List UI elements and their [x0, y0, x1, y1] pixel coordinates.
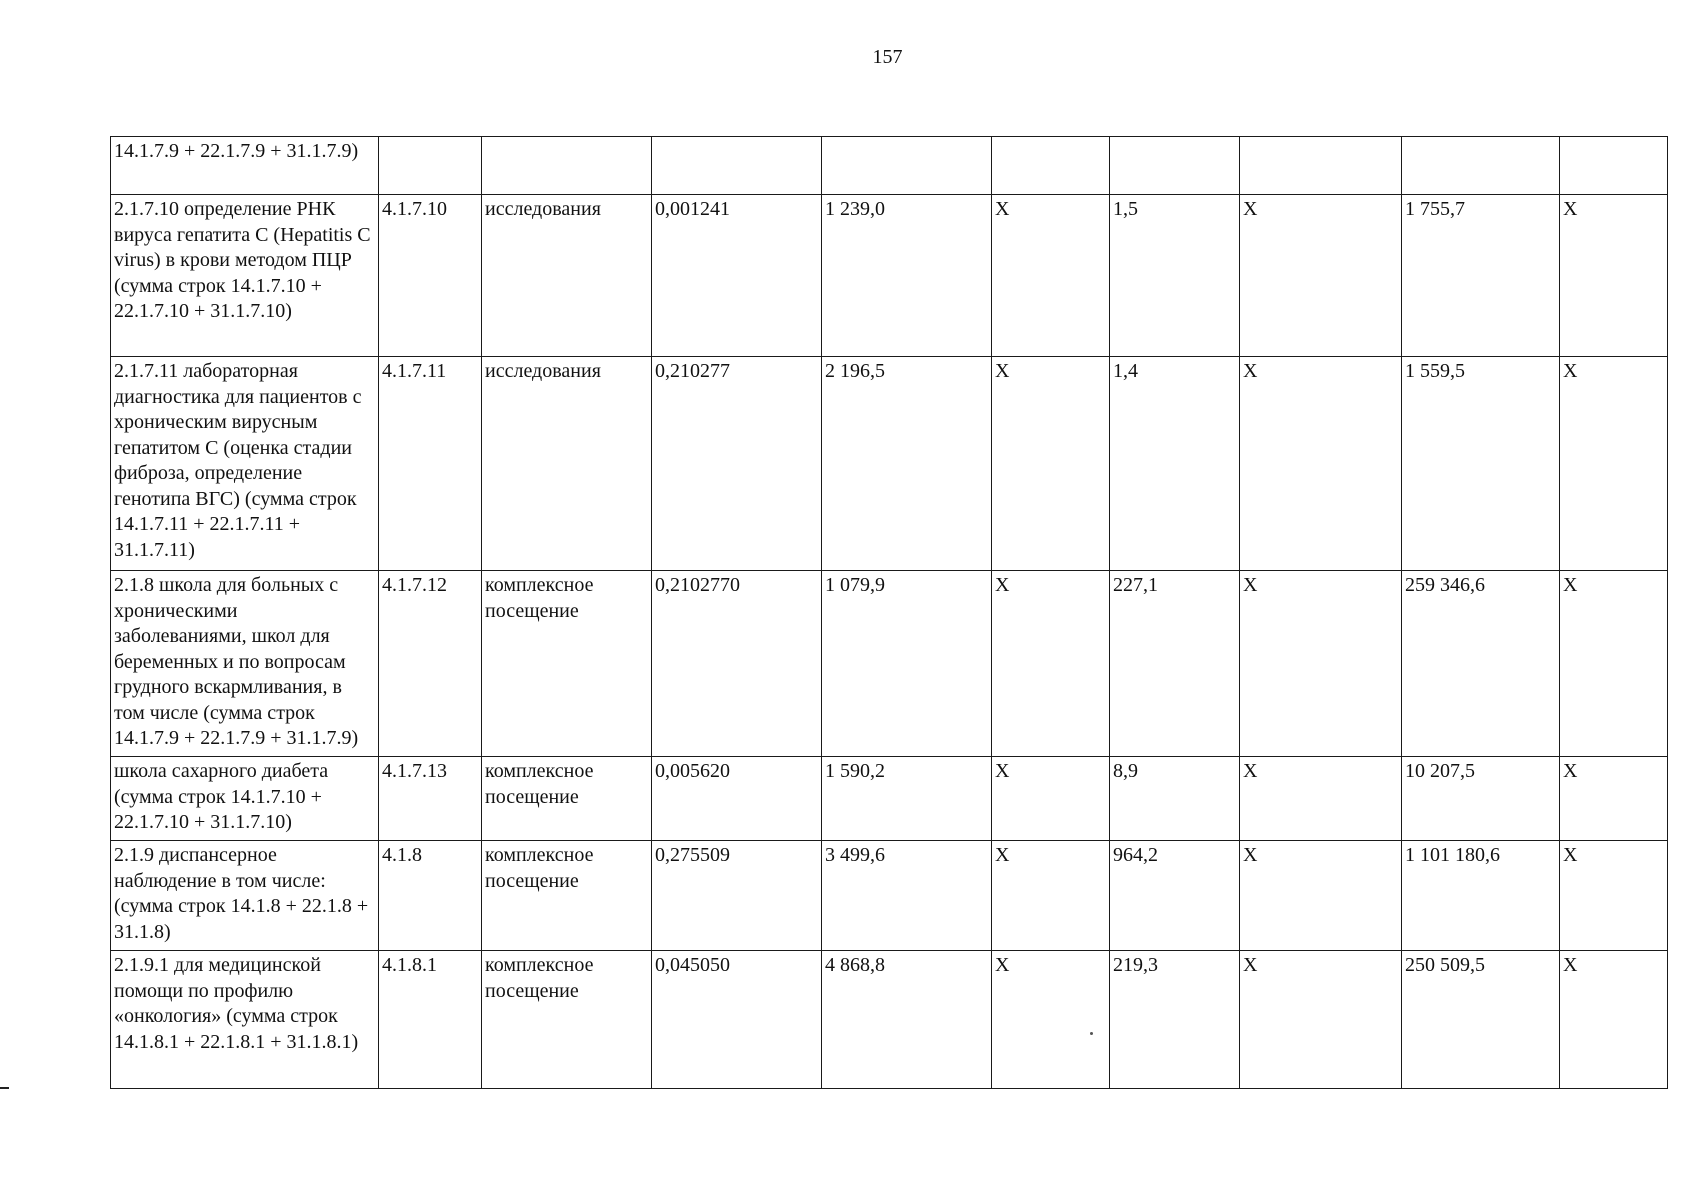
- row-col6-cell: X: [992, 841, 1110, 951]
- row-name-cell: 2.1.9.1 для медицинской помощи по профилю «онкология» (сумма строк 14.1.8.1 + 22.1.8.1 + 31.1.8.1): [111, 951, 379, 1089]
- row-col9-cell: 259 346,6: [1402, 571, 1560, 757]
- row-code-cell: 4.1.8.1: [379, 951, 482, 1089]
- row-col7-cell: 964,2: [1110, 841, 1240, 951]
- row-col7-cell: [1110, 137, 1240, 195]
- row-col10-cell: X: [1560, 951, 1668, 1089]
- row-cost-cell: 3 499,6: [822, 841, 992, 951]
- row-cost-cell: 1 079,9: [822, 571, 992, 757]
- row-col8-cell: [1240, 137, 1402, 195]
- row-col6-cell: X: [992, 571, 1110, 757]
- row-code-cell: 4.1.7.10: [379, 195, 482, 357]
- row-name-cell: 2.1.8 школа для больных с хроническими заболеваниями, школ для беременных и по вопросам грудного вскармливания, в том числе (сумма строк 14.1.7.9 + 22.1.7.9 + 31.1.7.9): [111, 571, 379, 757]
- row-col9-cell: 1 101 180,6: [1402, 841, 1560, 951]
- row-unit-cell: исследования: [482, 357, 652, 571]
- row-col9-cell: 250 509,5: [1402, 951, 1560, 1089]
- row-name-cell: 2.1.9 диспансерное наблюдение в том числе: (сумма строк 14.1.8 + 22.1.8 + 31.1.8): [111, 841, 379, 951]
- row-col7-cell: 1,5: [1110, 195, 1240, 357]
- row-norm-cell: 0,275509: [652, 841, 822, 951]
- row-col10-cell: X: [1560, 571, 1668, 757]
- table-row: [111, 357, 1668, 571]
- row-code-cell: 4.1.8: [379, 841, 482, 951]
- row-norm-cell: 0,001241: [652, 195, 822, 357]
- row-col9-cell: [1402, 137, 1560, 195]
- table-row: [111, 951, 1668, 1089]
- row-col7-cell: 219,3: [1110, 951, 1240, 1089]
- row-col8-cell: X: [1240, 841, 1402, 951]
- row-unit-cell: комплексное посещение: [482, 757, 652, 841]
- row-col10-cell: X: [1560, 841, 1668, 951]
- row-norm-cell: [652, 137, 822, 195]
- row-col8-cell: X: [1240, 951, 1402, 1089]
- table-row: [111, 195, 1668, 357]
- row-col6-cell: X: [992, 195, 1110, 357]
- row-unit-cell: комплексное посещение: [482, 951, 652, 1089]
- margin-mark: [0, 1087, 9, 1089]
- row-cost-cell: 1 239,0: [822, 195, 992, 357]
- row-col10-cell: [1560, 137, 1668, 195]
- row-code-cell: 4.1.7.13: [379, 757, 482, 841]
- row-col7-cell: 8,9: [1110, 757, 1240, 841]
- row-col7-cell: 227,1: [1110, 571, 1240, 757]
- row-cost-cell: 4 868,8: [822, 951, 992, 1089]
- row-col6-cell: X: [992, 357, 1110, 571]
- row-norm-cell: 0,045050: [652, 951, 822, 1089]
- row-col9-cell: 10 207,5: [1402, 757, 1560, 841]
- row-code-cell: 4.1.7.11: [379, 357, 482, 571]
- row-unit-cell: исследования: [482, 195, 652, 357]
- row-col8-cell: X: [1240, 571, 1402, 757]
- row-col6-cell: X: [992, 951, 1110, 1089]
- row-col6-cell: X: [992, 757, 1110, 841]
- row-unit-cell: комплексное посещение: [482, 571, 652, 757]
- row-col10-cell: X: [1560, 195, 1668, 357]
- row-name-cell: 2.1.7.11 лабораторная диагностика для пациентов с хроническим вирусным гепатитом С (оценка стадии фиброза, определение генотипа ВГС) (сумма строк 14.1.7.11 + 22.1.7.11 + 31.1.7.11): [111, 357, 379, 571]
- row-col8-cell: X: [1240, 757, 1402, 841]
- row-norm-cell: 0,2102770: [652, 571, 822, 757]
- row-col8-cell: X: [1240, 357, 1402, 571]
- row-code-cell: 4.1.7.12: [379, 571, 482, 757]
- row-unit-cell: комплексное посещение: [482, 841, 652, 951]
- table-row: [111, 757, 1668, 841]
- table-container: [110, 136, 1668, 1089]
- table-body: [111, 137, 1668, 1089]
- table-row: [111, 571, 1668, 757]
- row-col9-cell: 1 559,5: [1402, 357, 1560, 571]
- data-table: [110, 136, 1668, 1089]
- row-norm-cell: 0,210277: [652, 357, 822, 571]
- scan-speck: [1090, 1032, 1093, 1035]
- row-col6-cell: [992, 137, 1110, 195]
- row-norm-cell: 0,005620: [652, 757, 822, 841]
- row-unit-cell: [482, 137, 652, 195]
- row-col9-cell: 1 755,7: [1402, 195, 1560, 357]
- table-row: [111, 137, 1668, 195]
- row-col10-cell: X: [1560, 357, 1668, 571]
- row-col8-cell: X: [1240, 195, 1402, 357]
- row-cost-cell: 2 196,5: [822, 357, 992, 571]
- page-number: 157: [872, 46, 903, 68]
- row-name-cell: 2.1.7.10 определение РНК вируса гепатита С (Hepatitis C virus) в крови методом ПЦР (сумма строк 14.1.7.10 + 22.1.7.10 + 31.1.7.10): [111, 195, 379, 357]
- row-name-cell: 14.1.7.9 + 22.1.7.9 + 31.1.7.9): [111, 137, 379, 195]
- row-cost-cell: 1 590,2: [822, 757, 992, 841]
- row-col7-cell: 1,4: [1110, 357, 1240, 571]
- row-col10-cell: X: [1560, 757, 1668, 841]
- row-name-cell: школа сахарного диабета (сумма строк 14.1.7.10 + 22.1.7.10 + 31.1.7.10): [111, 757, 379, 841]
- row-cost-cell: [822, 137, 992, 195]
- row-code-cell: [379, 137, 482, 195]
- table-row: [111, 841, 1668, 951]
